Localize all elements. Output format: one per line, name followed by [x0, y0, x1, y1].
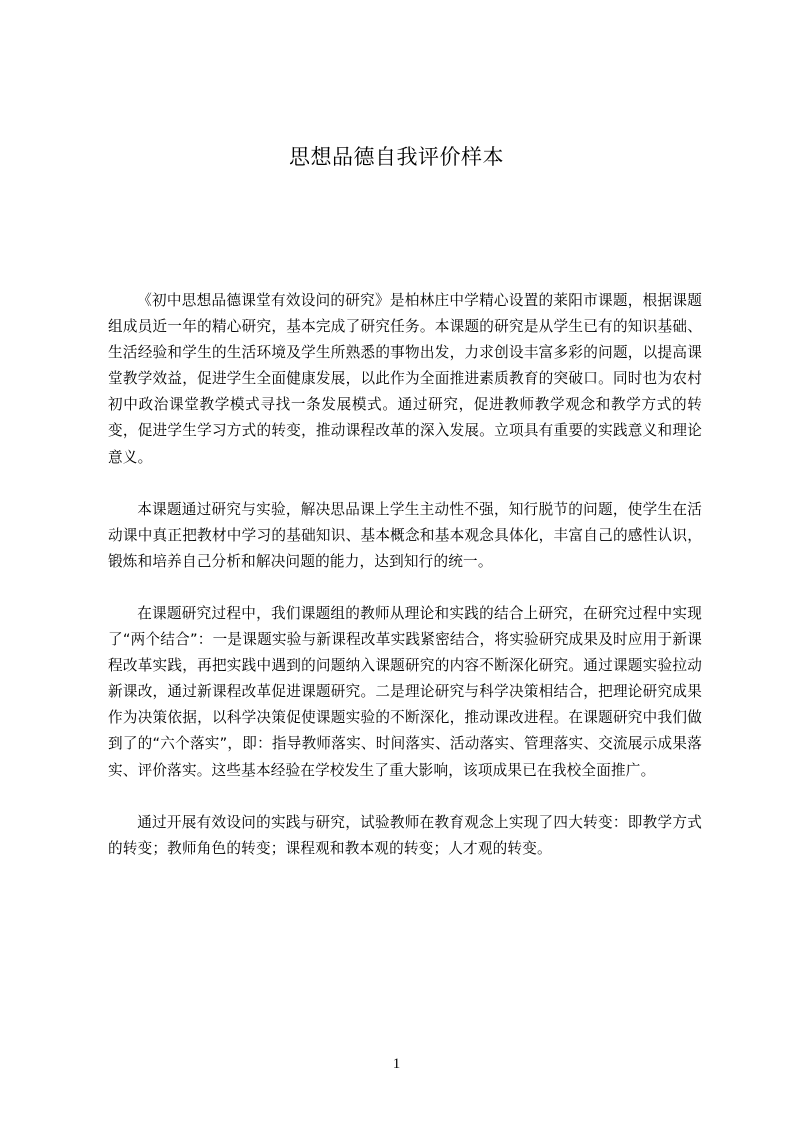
- page-number: 1: [392, 1056, 401, 1072]
- document-body: [108, 288, 702, 888]
- paragraph-1: 《初中思想品德课堂有效设问的研究》是柏林庄中学精心设置的莱阳市课题，根据课题组成员近一年的精心研究，基本完成了研究任务。本课题的研究是从学生已有的知识基础、生活经验和学生的生活环境及学生所熟悉的事物出发，力求创设丰富多彩的问题，以提高课堂教学效益，促进学生全面健康发展，以此作为全面推进素质教育的突破口。同时也为农村初中政治课堂教学模式寻找一条发展模式。通过研究，促进教师教学观念和教学方式的转变，促进学生学习方式的转变，推动课程改革的深入发展。立项具有重要的实践意义和理论意义。: [108, 292, 702, 466]
- paragraph-3: 在课题研究过程中，我们课题组的教师从理论和实践的结合上研究，在研究过程中实现了“两个结合”：一是课题实验与新课程改革实践紧密结合，将实验研究成果及时应用于新课程改革实践，再把实践中遇到的问题纳入课题研究的内容不断深化研究。通过课题实验拉动新课改，通过新课程改革促进课题研究。二是理论研究与科学决策相结合，把理论研究成果作为决策依据，以科学决策促使课题实验的不断深化，推动课改进程。在课题研究中我们做到了的“六个落实”，即：指导教师落实、时间落实、活动落实、管理落实、交流展示成果落实、评价落实。这些基本经验在学校发生了重大影响，该项成果已在我校全面推广。: [108, 604, 702, 779]
- paragraph-2: 本课题通过研究与实验，解决思品课上学生主动性不强，知行脱节的问题，使学生在活动课中真正把教材中学习的基础知识、基本概念和基本观念具体化，丰富自己的感性认识，锻炼和培养自己分析和解决问题的能力，达到知行的统一。: [108, 500, 702, 570]
- document-title: 思想品德自我评价样本: [289, 145, 504, 169]
- paragraph-4: 通过开展有效设问的实践与研究，试验教师在教育观念上实现了四大转变：即教学方式的转变；教师角色的转变；课程观和教本观的转变；人才观的转变。: [108, 813, 702, 857]
